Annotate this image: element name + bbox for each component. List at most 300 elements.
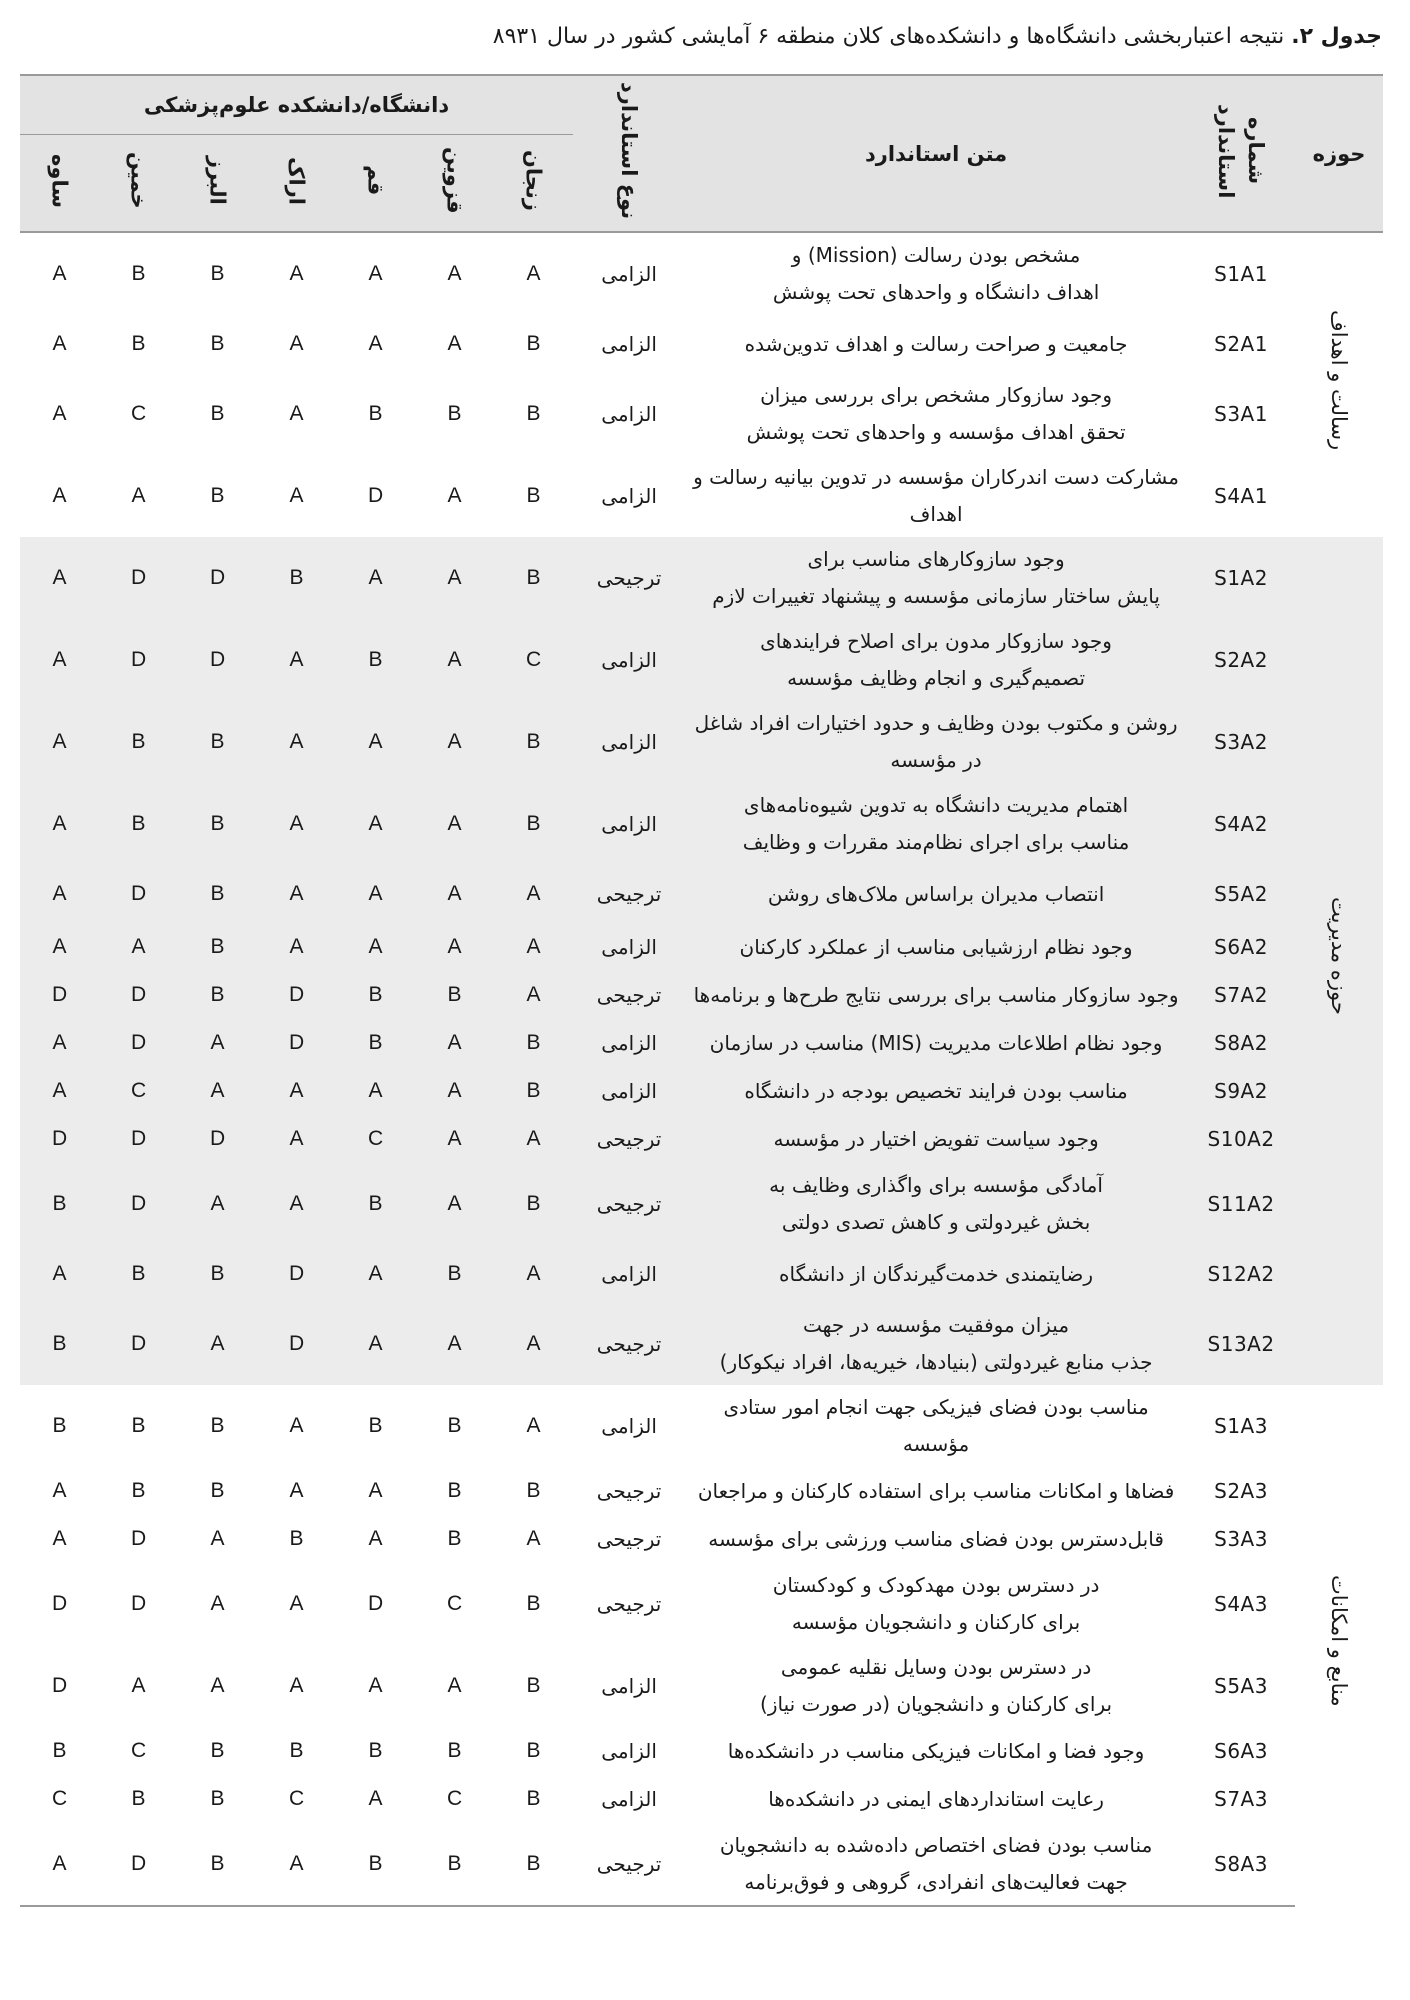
grade-cell: A bbox=[131, 1674, 146, 1697]
grade-cell: B bbox=[178, 865, 257, 923]
grade-cell: B bbox=[257, 537, 336, 619]
table-row bbox=[20, 971, 1383, 1019]
grade-cell: D bbox=[178, 619, 257, 701]
standard-code: S13A2 bbox=[1187, 1303, 1295, 1385]
standard-text bbox=[685, 1775, 1187, 1823]
table-row bbox=[20, 1467, 1383, 1515]
grade-cell: A bbox=[415, 1067, 494, 1115]
domain-cell bbox=[1295, 232, 1383, 537]
grade-cell: B bbox=[20, 1163, 99, 1245]
standard-text-line: اهتمام مدیریت دانشگاه به تدوین شیوه‌نامه‌های bbox=[743, 793, 1129, 817]
standard-type: الزامی bbox=[601, 402, 657, 426]
grade-cell: B bbox=[368, 1414, 383, 1437]
grade-cell: B bbox=[368, 402, 383, 425]
grade-cell: A bbox=[289, 402, 304, 425]
header-university bbox=[336, 135, 415, 233]
standard-code: S7A2 bbox=[1187, 971, 1295, 1019]
grade-cell: B bbox=[336, 971, 415, 1019]
grade-cell: A bbox=[257, 701, 336, 783]
grade-cell: B bbox=[415, 1823, 494, 1906]
standard-text bbox=[685, 783, 1187, 865]
header-code-text: شماره استاندارد bbox=[1214, 103, 1269, 199]
standard-code: S6A2 bbox=[1187, 923, 1295, 971]
standard-type: ترجیحی bbox=[596, 1527, 662, 1551]
table-row bbox=[20, 865, 1383, 923]
grade-cell: A bbox=[289, 1414, 304, 1437]
grade-cell: B bbox=[178, 701, 257, 783]
table-row bbox=[20, 1115, 1383, 1163]
header-university-label: اراک bbox=[284, 156, 309, 205]
grade-cell: B bbox=[210, 1739, 225, 1762]
standard-text-line: روشن و مکتوب بودن وظایف و حدود اختیارات افراد شاغل در مؤسسه bbox=[694, 711, 1178, 772]
standard-type: الزامی bbox=[573, 923, 685, 971]
standard-text bbox=[685, 865, 1187, 923]
table-caption bbox=[22, 22, 1382, 52]
grade-cell: B bbox=[210, 1414, 225, 1437]
table-row bbox=[20, 701, 1383, 783]
standard-code: S11A2 bbox=[1187, 1163, 1295, 1245]
header-university bbox=[99, 135, 178, 233]
grade-cell: A bbox=[257, 1163, 336, 1245]
standard-text-line: برای کارکنان و دانشجویان (در صورت نیاز) bbox=[760, 1692, 1113, 1716]
grade-cell: B bbox=[178, 1823, 257, 1906]
standard-type: الزامی bbox=[601, 262, 657, 286]
grade-cell: D bbox=[257, 971, 336, 1019]
grade-cell: A bbox=[336, 701, 415, 783]
grade-cell: A bbox=[20, 1019, 99, 1067]
standard-text-line: رضایتمندی خدمت‌گیرندگان از دانشگاه bbox=[779, 1261, 1094, 1286]
grade-cell: D bbox=[20, 1115, 99, 1163]
standard-type: ترجیحی bbox=[573, 971, 685, 1019]
standard-code: S1A2 bbox=[1187, 537, 1295, 619]
grade-cell: A bbox=[415, 1163, 494, 1245]
grade-cell: A bbox=[52, 262, 67, 285]
standard-type: ترجیحی bbox=[573, 1163, 685, 1245]
table-row bbox=[20, 1727, 1383, 1775]
grade-cell: B bbox=[494, 1163, 573, 1245]
standard-text bbox=[685, 1515, 1187, 1563]
standard-code: S2A3 bbox=[1214, 1479, 1268, 1503]
standard-type: الزامی bbox=[573, 701, 685, 783]
standard-text-line: وجود سازوکار مدون برای اصلاح فرایندهای bbox=[760, 629, 1112, 653]
standard-type: الزامی bbox=[573, 1019, 685, 1067]
table-row bbox=[20, 1515, 1383, 1563]
standards-table bbox=[20, 74, 1383, 1907]
standard-text-line: اهداف دانشگاه و واحدهای تحت پوشش bbox=[772, 280, 1100, 304]
header-university bbox=[257, 135, 336, 233]
standard-type: الزامی bbox=[601, 332, 657, 356]
standard-text-line: مناسب بودن فضای اختصاص داده‌شده به دانشجویان bbox=[719, 1833, 1153, 1857]
grade-cell: A bbox=[210, 1592, 225, 1615]
grade-cell: B bbox=[526, 1479, 541, 1502]
grade-cell: A bbox=[178, 1303, 257, 1385]
grade-cell: D bbox=[51, 1592, 68, 1615]
grade-cell: C bbox=[336, 1115, 415, 1163]
grade-cell: B bbox=[447, 1527, 462, 1550]
header-university bbox=[415, 135, 494, 233]
standard-text-line: انتصاب مدیران براساس ملاک‌های روشن bbox=[767, 881, 1105, 906]
table-row bbox=[20, 1067, 1383, 1115]
grade-cell: B bbox=[52, 1414, 67, 1437]
grade-cell: B bbox=[526, 484, 541, 507]
table-row bbox=[20, 1303, 1383, 1385]
grade-cell: A bbox=[415, 619, 494, 701]
grade-cell: B bbox=[526, 332, 541, 355]
grade-cell: D bbox=[178, 537, 257, 619]
standard-text bbox=[685, 1645, 1187, 1727]
standard-type: ترجیحی bbox=[596, 1479, 662, 1503]
grade-cell: D bbox=[99, 1303, 178, 1385]
header-university-label: قزوین bbox=[442, 147, 467, 214]
standard-code: S1A1 bbox=[1214, 262, 1268, 286]
grade-cell: D bbox=[367, 1592, 384, 1615]
standard-text-line: تحقق اهداف مؤسسه و واحدهای تحت پوشش bbox=[746, 420, 1126, 444]
grade-cell: B bbox=[336, 619, 415, 701]
grade-cell: B bbox=[178, 923, 257, 971]
standard-text bbox=[685, 232, 1187, 315]
standard-code: S4A2 bbox=[1187, 783, 1295, 865]
standard-text-line: فضاها و امکانات مناسب برای استفاده کارکنان و مراجعان bbox=[697, 1478, 1175, 1503]
grade-cell: A bbox=[526, 262, 541, 285]
grade-cell: B bbox=[336, 1019, 415, 1067]
standard-text-line: وجود سازوکارهای مناسب برای bbox=[807, 547, 1065, 571]
grade-cell: A bbox=[494, 865, 573, 923]
standard-text bbox=[685, 701, 1187, 783]
standard-text bbox=[685, 923, 1187, 971]
grade-cell: A bbox=[257, 923, 336, 971]
table-row bbox=[20, 1385, 1383, 1467]
grade-cell: A bbox=[52, 1527, 67, 1550]
standard-type: الزامی bbox=[601, 1414, 657, 1438]
grade-cell: B bbox=[289, 1739, 304, 1762]
grade-cell: B bbox=[368, 1739, 383, 1762]
standard-text-line: مناسب بودن فرایند تخصیص بودجه در دانشگاه bbox=[744, 1078, 1128, 1103]
grade-cell: B bbox=[494, 1823, 573, 1906]
standard-text bbox=[685, 1823, 1187, 1906]
table-header bbox=[20, 75, 1383, 232]
grade-cell: B bbox=[99, 1245, 178, 1303]
grade-cell: A bbox=[415, 923, 494, 971]
table-row bbox=[20, 619, 1383, 701]
standard-text-line: میزان موفقیت مؤسسه در جهت bbox=[803, 1313, 1070, 1337]
grade-cell: B bbox=[415, 971, 494, 1019]
grade-cell: B bbox=[494, 537, 573, 619]
grade-cell: A bbox=[336, 1245, 415, 1303]
grade-cell: A bbox=[368, 1479, 383, 1502]
grade-cell: A bbox=[289, 1479, 304, 1502]
grade-cell: B bbox=[526, 1739, 541, 1762]
grade-cell: C bbox=[446, 1787, 463, 1810]
grade-cell: A bbox=[447, 332, 462, 355]
grade-cell: D bbox=[99, 619, 178, 701]
grade-cell: B bbox=[447, 402, 462, 425]
table-row bbox=[20, 315, 1383, 373]
grade-cell: D bbox=[257, 1019, 336, 1067]
standard-text-line: برای کارکنان و دانشجویان مؤسسه bbox=[791, 1610, 1081, 1634]
grade-cell: A bbox=[289, 484, 304, 507]
grade-cell: A bbox=[210, 1527, 225, 1550]
table-row bbox=[20, 373, 1383, 455]
standard-text-line: مشارکت دست اندرکاران مؤسسه در تدوین بیانیه رسالت و اهداف bbox=[693, 465, 1179, 526]
standard-type: الزامی bbox=[573, 1067, 685, 1115]
standard-type: الزامی bbox=[601, 1739, 657, 1763]
standard-code: S2A1 bbox=[1214, 332, 1268, 356]
grade-cell: A bbox=[99, 923, 178, 971]
standard-code: S8A2 bbox=[1187, 1019, 1295, 1067]
grade-cell: B bbox=[210, 1787, 225, 1810]
standard-text-line: وجود نظام اطلاعات مدیریت (MIS) مناسب در سازمان bbox=[709, 1030, 1163, 1055]
grade-cell: D bbox=[99, 1115, 178, 1163]
grade-cell: D bbox=[99, 971, 178, 1019]
grade-cell: A bbox=[20, 1823, 99, 1906]
grade-cell: C bbox=[288, 1787, 305, 1810]
grade-cell: A bbox=[289, 262, 304, 285]
grade-cell: D bbox=[257, 1245, 336, 1303]
grade-cell: A bbox=[368, 1674, 383, 1697]
domain-cell bbox=[1295, 537, 1383, 1385]
standard-code: S3A1 bbox=[1214, 402, 1268, 426]
table-row bbox=[20, 537, 1383, 619]
grade-cell: A bbox=[257, 1115, 336, 1163]
grade-cell: C bbox=[130, 402, 147, 425]
standard-code: S4A3 bbox=[1214, 1592, 1268, 1616]
grade-cell: A bbox=[20, 923, 99, 971]
standard-text-line: جامعیت و صراحت رسالت و اهداف تدوین‌شده bbox=[744, 331, 1128, 356]
grade-cell: B bbox=[131, 332, 146, 355]
grade-cell: D bbox=[20, 971, 99, 1019]
grade-cell: A bbox=[494, 971, 573, 1019]
standard-text bbox=[685, 1067, 1187, 1115]
standard-type: ترجیحی bbox=[596, 1592, 662, 1616]
standard-text bbox=[685, 455, 1187, 537]
grade-cell: A bbox=[52, 402, 67, 425]
standard-code: S6A3 bbox=[1214, 1739, 1268, 1763]
standard-type: الزامی bbox=[573, 1245, 685, 1303]
grade-cell: A bbox=[336, 865, 415, 923]
standard-text bbox=[685, 971, 1187, 1019]
header-domain: حوزه bbox=[1295, 75, 1383, 232]
grade-cell: C bbox=[446, 1592, 463, 1615]
grade-cell: B bbox=[526, 1592, 541, 1615]
grade-cell: A bbox=[20, 1067, 99, 1115]
grade-cell: B bbox=[447, 1739, 462, 1762]
grade-cell: C bbox=[99, 1067, 178, 1115]
grade-cell: A bbox=[415, 701, 494, 783]
standard-text bbox=[685, 1385, 1187, 1467]
grade-cell: B bbox=[178, 783, 257, 865]
grade-cell: B bbox=[447, 1414, 462, 1437]
standard-type: الزامی bbox=[601, 484, 657, 508]
header-university bbox=[178, 135, 257, 233]
standard-text bbox=[685, 619, 1187, 701]
grade-cell: B bbox=[210, 262, 225, 285]
header-university-label: ساوه bbox=[47, 153, 72, 208]
header-university-label: زنجان bbox=[521, 150, 546, 211]
standard-code: S5A3 bbox=[1214, 1674, 1268, 1698]
grade-cell: B bbox=[210, 1479, 225, 1502]
grade-cell: A bbox=[494, 1115, 573, 1163]
grade-cell: A bbox=[368, 1527, 383, 1550]
standard-text-line: مناسب برای اجرای نظام‌مند مقررات و وظایف bbox=[742, 830, 1130, 854]
standard-type: الزامی bbox=[601, 1674, 657, 1698]
standard-text-line: رعایت استانداردهای ایمنی در دانشکده‌ها bbox=[768, 1786, 1104, 1811]
grade-cell: A bbox=[257, 783, 336, 865]
grade-cell: A bbox=[526, 1527, 541, 1550]
header-type bbox=[573, 75, 685, 232]
standard-text bbox=[685, 1303, 1187, 1385]
standard-type: ترجیحی bbox=[573, 1823, 685, 1906]
grade-cell: B bbox=[526, 402, 541, 425]
standard-type: ترجیحی bbox=[573, 865, 685, 923]
standard-text-line: جذب منابع غیردولتی (بنیادها، خیریه‌ها، افراد نیکوکار) bbox=[719, 1350, 1153, 1374]
standard-text bbox=[685, 1019, 1187, 1067]
standard-text bbox=[685, 373, 1187, 455]
grade-cell: B bbox=[526, 1674, 541, 1697]
grade-cell: B bbox=[210, 332, 225, 355]
grade-cell: A bbox=[257, 865, 336, 923]
grade-cell: C bbox=[494, 619, 573, 701]
grade-cell: A bbox=[257, 1067, 336, 1115]
grade-cell: A bbox=[526, 1414, 541, 1437]
standard-text-line: وجود سیاست تفویض اختیار در مؤسسه bbox=[773, 1126, 1099, 1151]
grade-cell: B bbox=[99, 783, 178, 865]
grade-cell: B bbox=[289, 1527, 304, 1550]
grade-cell: A bbox=[336, 783, 415, 865]
grade-cell: B bbox=[494, 783, 573, 865]
grade-cell: A bbox=[494, 1303, 573, 1385]
standard-text-line: تصمیم‌گیری و انجام وظایف مؤسسه bbox=[787, 666, 1086, 690]
grade-cell: A bbox=[415, 537, 494, 619]
standard-text-line: مشخص بودن رسالت (Mission) و bbox=[791, 243, 1081, 267]
standard-text bbox=[685, 315, 1187, 373]
grade-cell: D bbox=[51, 1674, 68, 1697]
standard-text-line: وجود سازوکار مناسب برای بررسی نتایج طرح‌ها و برنامه‌ها bbox=[693, 982, 1179, 1007]
grade-cell: B bbox=[526, 1787, 541, 1810]
header-university bbox=[494, 135, 573, 233]
table-row bbox=[20, 1245, 1383, 1303]
grade-cell: A bbox=[20, 865, 99, 923]
table-row bbox=[20, 232, 1383, 315]
domain-cell bbox=[1295, 1385, 1383, 1906]
grade-cell: A bbox=[447, 1674, 462, 1697]
grade-cell: A bbox=[415, 1115, 494, 1163]
header-university bbox=[20, 135, 99, 233]
grade-cell: B bbox=[99, 701, 178, 783]
grade-cell: A bbox=[447, 262, 462, 285]
grade-cell: A bbox=[178, 1067, 257, 1115]
grade-cell: A bbox=[336, 923, 415, 971]
standard-text bbox=[685, 1115, 1187, 1163]
grade-cell: A bbox=[52, 484, 67, 507]
grade-cell: B bbox=[131, 1414, 146, 1437]
standard-text-line: جهت فعالیت‌های انفرادی، گروهی و فوق‌برنامه bbox=[744, 1870, 1128, 1894]
standard-code: S10A2 bbox=[1187, 1115, 1295, 1163]
grade-cell: A bbox=[20, 701, 99, 783]
standard-text-line: وجود سازوکار مشخص برای بررسی میزان bbox=[760, 383, 1113, 407]
grade-cell: A bbox=[257, 1823, 336, 1906]
standard-code: S8A3 bbox=[1187, 1823, 1295, 1906]
grade-cell: D bbox=[99, 1163, 178, 1245]
grade-cell: A bbox=[52, 332, 67, 355]
caption-label: جدول ۲. bbox=[1291, 24, 1382, 49]
grade-cell: D bbox=[99, 1823, 178, 1906]
grade-cell: D bbox=[130, 1592, 147, 1615]
grade-cell: A bbox=[336, 1067, 415, 1115]
grade-cell: A bbox=[415, 1303, 494, 1385]
standard-text bbox=[685, 1163, 1187, 1245]
grade-cell: B bbox=[210, 402, 225, 425]
grade-cell: B bbox=[336, 1823, 415, 1906]
grade-cell: B bbox=[336, 1163, 415, 1245]
grade-cell: D bbox=[99, 537, 178, 619]
grade-cell: A bbox=[494, 923, 573, 971]
standard-type: ترجیحی bbox=[573, 537, 685, 619]
grade-cell: A bbox=[20, 1245, 99, 1303]
table-row bbox=[20, 783, 1383, 865]
grade-cell: A bbox=[20, 537, 99, 619]
grade-cell: A bbox=[368, 332, 383, 355]
table-row bbox=[20, 1823, 1383, 1906]
grade-cell: A bbox=[131, 484, 146, 507]
grade-cell: A bbox=[415, 865, 494, 923]
header-university-label: البرز bbox=[205, 156, 230, 205]
table-row bbox=[20, 1645, 1383, 1727]
grade-cell: C bbox=[130, 1739, 147, 1762]
header-code bbox=[1187, 75, 1295, 232]
grade-cell: A bbox=[415, 1019, 494, 1067]
standard-code: S2A2 bbox=[1187, 619, 1295, 701]
caption-text: نتیجه اعتباربخشی دانشگاه‌ها و دانشکده‌های کلان منطقه ۶ آمایشی کشور در سال ۸۹۳۱ bbox=[492, 24, 1285, 49]
grade-cell: D bbox=[178, 1115, 257, 1163]
standard-type: الزامی bbox=[573, 783, 685, 865]
grade-cell: B bbox=[178, 1245, 257, 1303]
grade-cell: A bbox=[336, 1303, 415, 1385]
table-row bbox=[20, 923, 1383, 971]
standard-text bbox=[685, 1727, 1187, 1775]
standard-code: S12A2 bbox=[1187, 1245, 1295, 1303]
grade-cell: B bbox=[494, 701, 573, 783]
grade-cell: A bbox=[289, 1674, 304, 1697]
grade-cell: B bbox=[131, 262, 146, 285]
grade-cell: A bbox=[210, 1674, 225, 1697]
grade-cell: A bbox=[368, 1787, 383, 1810]
grade-cell: B bbox=[131, 1479, 146, 1502]
header-university-label: قم bbox=[363, 165, 388, 196]
standard-type: ترجیحی bbox=[573, 1115, 685, 1163]
domain-name: رسالت و اهداف bbox=[1327, 309, 1352, 451]
grade-cell: B bbox=[494, 1067, 573, 1115]
standard-code: S3A3 bbox=[1214, 1527, 1268, 1551]
grade-cell: A bbox=[289, 1592, 304, 1615]
grade-cell: D bbox=[367, 484, 384, 507]
table-row bbox=[20, 1163, 1383, 1245]
standard-text-line: وجود فضا و امکانات فیزیکی مناسب در دانشکده‌ها bbox=[727, 1738, 1145, 1763]
grade-cell: B bbox=[20, 1303, 99, 1385]
standard-code: S1A3 bbox=[1214, 1414, 1268, 1438]
grade-cell: A bbox=[20, 619, 99, 701]
grade-cell: A bbox=[52, 1479, 67, 1502]
standard-text-line: مناسب بودن فضای فیزیکی جهت انجام امور ستادی مؤسسه bbox=[723, 1395, 1149, 1456]
standard-text-line: در دسترس بودن وسایل نقلیه عمومی bbox=[780, 1655, 1092, 1679]
grade-cell: B bbox=[447, 1479, 462, 1502]
header-university-label: خمین bbox=[126, 152, 151, 209]
grade-cell: A bbox=[368, 262, 383, 285]
standard-code: S3A2 bbox=[1187, 701, 1295, 783]
standard-text bbox=[685, 1467, 1187, 1515]
standard-text bbox=[685, 1563, 1187, 1645]
domain-name: منابع و امکانات bbox=[1327, 1574, 1352, 1707]
table-body bbox=[20, 232, 1383, 1906]
